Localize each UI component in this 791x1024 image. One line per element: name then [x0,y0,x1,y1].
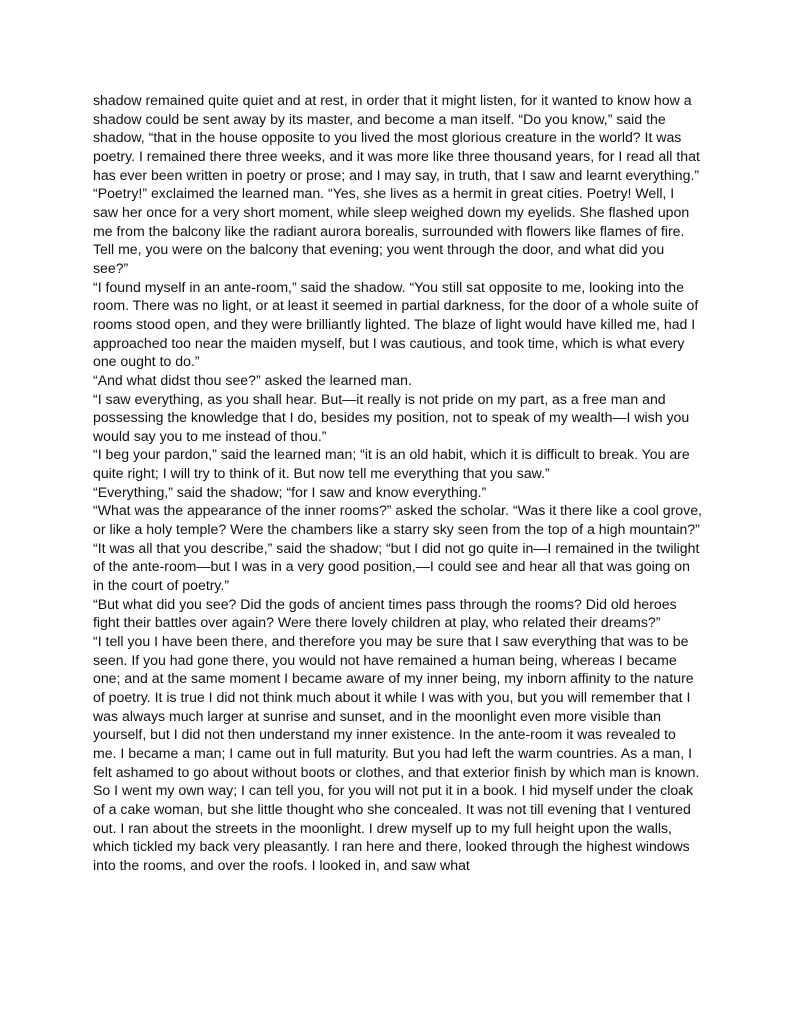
document-page [93,91,703,875]
paragraph-ante-room: “I found myself in an ante-room,” said the shadow. “You still sat opposite to me, looking into the room. There was no light, or at least it seemed in partial darkness, for the door of a whole suite of rooms stood open, and they were brilliantly lighted. The blaze of light would have killed me, had I approached too near the maiden myself, but I was cautious, and took time, which is what every one ought to do.” [93,278,699,370]
paragraph-everything: “Everything,” said the shadow; “for I saw and know everything.” [93,483,487,500]
paragraph-gods-of-ancient-times: “But what did you see? Did the gods of ancient times pass through the rooms? Did old heroes fight their battles over again? Were there lovely children at play, who related their dreams?” [93,595,677,631]
paragraph-inner-rooms: “What was the appearance of the inner rooms?” asked the scholar. “Was it there like a cool grove, or like a holy temple? Were the chambers like a starry sky seen from the top of a high mountain?” [93,502,702,538]
paragraph-poetry-exclaimed: “Poetry!” exclaimed the learned man. “Yes, she lives as a hermit in great cities. Poetry! Well, I saw her once for a very short moment, while sleep weighed down my eyelids. She flashed upon me from the balcony like the radiant aurora borealis, surrounded with flowers like flames of fire. Tell me, you were on the balcony that evening; you went through the door, and what did you see?” [93,185,690,276]
paragraph-shadow-listening: shadow remained quite quiet and at rest, in order that it might listen, for it wanted to know how a shadow could be sent away by its master, and become a man itself. “Do you know,” said the shadow, “that in the house opposite to you lived the most glorious creature in the world? It was poetry. I remained there three weeks, and it was more like three thousand years, for I read all that has ever been written in poetry or prose; and I may say, in truth, that I saw and learnt everything.” [93,92,700,183]
paragraph-all-you-describe: “It was all that you describe,” said the shadow; “but I did not go quite in—I remained in the twilight of the ante-room—but I was in a very good position,—I could see and hear all that was going on in the court of poetry.” [93,539,700,594]
paragraph-beg-your-pardon: “I beg your pardon,” said the learned man; “it is an old habit, which it is difficult to break. You are quite right; I will try to think of it. But now tell me everything that you saw.” [93,446,690,482]
paragraph-what-didst-thou-see: “And what didst thou see?” asked the learned man. [93,371,412,388]
paragraph-saw-everything: “I saw everything, as you shall hear. But—it really is not pride on my part, as a free man and possessing the knowledge that I do, besides my position, not to speak of my wealth—I wish you would say you to me instead of thou.” [93,390,690,444]
paragraph-i-have-been-there: “I tell you I have been there, and therefore you may be sure that I saw everything that was to be seen. If you had gone there, you would not have remained a human being, whereas I became one; and at the same moment I became aware of my inner being, my inborn affinity to the nature of poetry. It is true I did not think much about it while I was with you, but you will remember that I was always much larger at sunrise and sunset, and in the moonlight even more visible than yourself, but I did not then understand my inner existence. In the ante-room it was revealed to me. I became a man; I came out in full maturity. But you had left the warm countries. As a man, I felt ashamed to go about without boots or clothes, and that exterior finish by which man is known. So I went my own way; I can tell you, for you will not put it in a book. I hid myself under the cloak of a cake woman, but she little thought who she concealed. It was not till evening that I ventured out. I ran about the streets in the moonlight. I drew myself up to my full height upon the walls, which tickled my back very pleasantly. I ran here and there, looked through the highest windows into the rooms, and over the roofs. I looked in, and saw what [93,633,700,873]
